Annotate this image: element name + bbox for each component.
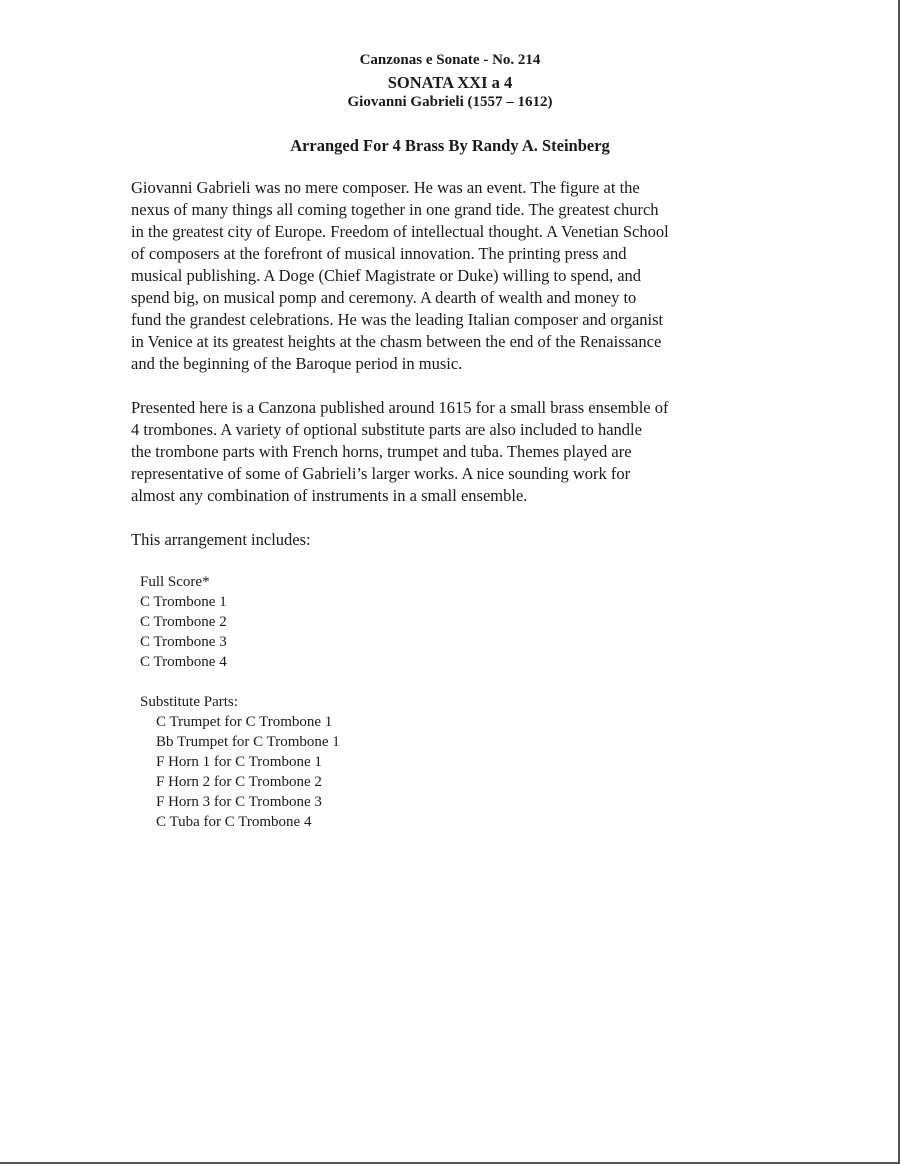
paragraph-line: Giovanni Gabrieli was no mere composer. He was an event. The figure at the <box>131 178 640 197</box>
list-item: Bb Trumpet for C Trombone 1 <box>156 734 340 750</box>
substitute-parts-list <box>156 712 340 832</box>
list-item: Full Score* <box>140 574 210 590</box>
list-item: C Trumpet for C Trombone 1 <box>156 714 333 730</box>
intro-paragraph <box>131 177 771 375</box>
list-item: C Trombone 4 <box>140 654 227 670</box>
paragraph-line: spend big, on musical pomp and ceremony. A dearth of wealth and money to <box>131 288 637 307</box>
paragraph-line: 4 trombones. A variety of optional substitute parts are also included to handle <box>131 420 642 439</box>
paragraph-line: nexus of many things all coming together in one grand tide. The greatest church <box>131 200 659 219</box>
substitute-parts-heading: Substitute Parts: <box>140 694 238 710</box>
paragraph-line: in Venice at its greatest heights at the chasm between the end of the Renaissance <box>131 332 662 351</box>
paragraph-line: fund the grandest celebrations. He was the leading Italian composer and organist <box>131 310 664 329</box>
list-item: C Trombone 2 <box>140 614 227 630</box>
paragraph-line: representative of some of Gabrieli’s larger works. A nice sounding work for <box>131 464 631 483</box>
list-item: F Horn 1 for C Trombone 1 <box>156 754 322 770</box>
list-item: C Tuba for C Trombone 4 <box>156 814 312 830</box>
paragraph-line: in the greatest city of Europe. Freedom of intellectual thought. A Venetian School <box>131 222 669 241</box>
includes-intro: This arrangement includes: <box>131 530 311 549</box>
list-item: F Horn 2 for C Trombone 2 <box>156 774 322 790</box>
paragraph-line: and the beginning of the Baroque period in music. <box>131 354 463 373</box>
page-title: SONATA XXI a 4 <box>387 73 513 92</box>
paragraph-line: the trombone parts with French horns, trumpet and tuba. Themes played are <box>131 442 632 461</box>
substitute-heading-block <box>140 692 238 712</box>
arranger-line: Arranged For 4 Brass By Randy A. Steinberg <box>290 136 610 155</box>
paragraph-line: almost any combination of instruments in a small ensemble. <box>131 486 528 505</box>
list-item: C Trombone 3 <box>140 634 227 650</box>
list-item: C Trombone 1 <box>140 594 227 610</box>
paragraph-line: of composers at the forefront of musical innovation. The printing press and <box>131 244 627 263</box>
composer-line: Giovanni Gabrieli (1557 – 1612) <box>347 94 553 110</box>
description-paragraph <box>131 397 771 507</box>
series-label: Canzonas e Sonate - No. 214 <box>359 52 541 68</box>
paragraph-line: musical publishing. A Doge (Chief Magistrate or Duke) willing to spend, and <box>131 266 642 285</box>
list-item: F Horn 3 for C Trombone 3 <box>156 794 322 810</box>
paragraph-line: Presented here is a Canzona published around 1615 for a small brass ensemble of <box>131 398 669 417</box>
parts-list <box>140 572 227 672</box>
